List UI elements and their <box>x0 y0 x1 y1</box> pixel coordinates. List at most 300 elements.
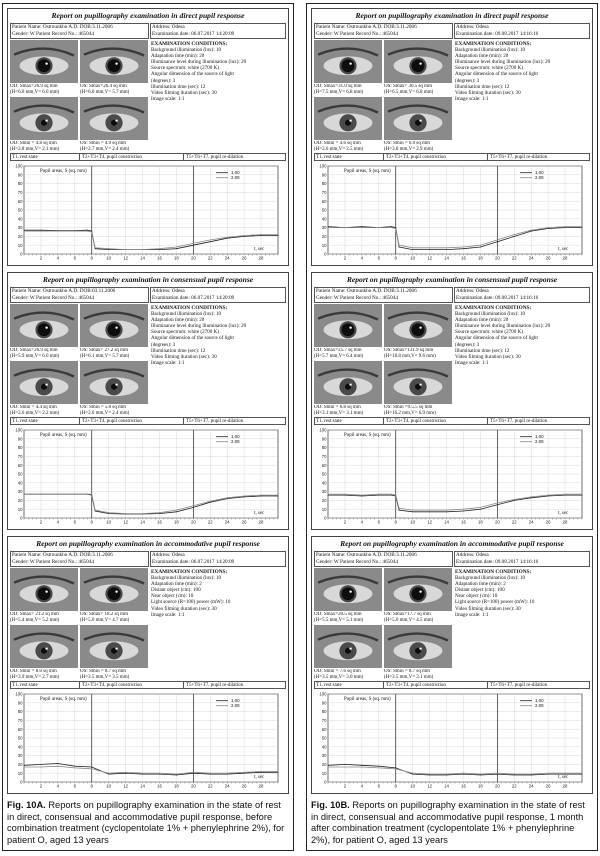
patient-info <box>10 551 149 567</box>
eye-image <box>80 40 148 83</box>
data-point <box>227 498 228 499</box>
legend-entry: 2.08 <box>231 439 240 444</box>
data-point <box>361 767 362 768</box>
data-point <box>565 773 566 774</box>
x-tick-label: 22 <box>207 519 213 525</box>
chart-y-label: Pupil areas, S (sq. mm) <box>40 697 87 702</box>
legend-entry: 2.08 <box>231 703 240 708</box>
condition-line: Angular dimension of the source of light <box>151 335 234 342</box>
data-point <box>244 772 245 773</box>
data-point <box>91 768 92 769</box>
exam-date: Examination date: 06.07.2017 14:20:09 <box>152 295 235 301</box>
measurement-dimensions: (H=5.7 mm,V= 6.4 mm) <box>314 353 364 359</box>
x-tick-label: 22 <box>511 783 517 789</box>
measurement-value: OS: Smax= 18.2 sq mm <box>80 612 128 617</box>
y-tick-label: 0 <box>20 779 23 785</box>
y-tick-label: 60 <box>17 726 23 732</box>
pupil-measurement <box>10 405 59 416</box>
data-point <box>261 235 262 236</box>
measurement-dimensions: (H=5.0 mm,V= 4.5 mm) <box>384 617 434 623</box>
eye-image <box>384 625 452 668</box>
x-tick-label: 6 <box>377 783 380 789</box>
data-point <box>91 767 92 768</box>
y-tick-label: 10 <box>17 770 23 776</box>
measurement-value: OD: Smin = 6.8 sq mm <box>314 405 361 410</box>
data-point <box>95 510 96 511</box>
y-tick-label: 100 <box>319 691 327 697</box>
y-tick-label: 30 <box>17 753 23 759</box>
data-point <box>142 773 143 774</box>
eye-image <box>314 304 382 347</box>
data-point <box>497 773 498 774</box>
measurement-dimensions: (H=3.5 mm,V= 3.1 mm) <box>384 674 434 680</box>
examination-conditions <box>455 41 590 102</box>
chart-y-label: Pupil areas, S (sq. mm) <box>344 697 391 702</box>
condition-line: Illumination time (sec): 12 <box>455 83 510 90</box>
eye-image <box>10 361 78 404</box>
x-tick-label: 10 <box>410 255 416 261</box>
x-tick-label: 8 <box>90 255 93 261</box>
data-point <box>565 494 566 495</box>
exam-date: Examination date: 06.07.2017 14:20:09 <box>152 31 235 37</box>
data-point <box>227 497 228 498</box>
patient-info <box>314 23 453 39</box>
x-tick-label: 28 <box>562 783 568 789</box>
data-point <box>261 496 262 497</box>
legend-entry: 2.08 <box>535 439 544 444</box>
condition-line: Background illumination (lux): 10 <box>151 311 222 318</box>
pupillography-report <box>7 8 289 266</box>
data-point <box>514 774 515 775</box>
caption-label: Fig. 10A. <box>7 800 46 811</box>
patient-info <box>10 287 149 303</box>
data-point <box>446 511 447 512</box>
legend-entry: 1.00 <box>231 698 240 703</box>
y-tick-label: 60 <box>17 462 23 468</box>
data-point <box>378 495 379 496</box>
condition-line: Video filming duration (sec): 30 <box>455 89 521 96</box>
data-point <box>176 246 177 247</box>
eye-image <box>314 568 382 611</box>
x-tick-label: 6 <box>73 783 76 789</box>
x-tick-label: 22 <box>511 519 517 525</box>
eye-image <box>384 361 452 404</box>
x-tick-label: 22 <box>207 255 213 261</box>
measurement-value: OD: Smin = 4.4 sq mm <box>10 405 57 410</box>
condition-line: Image scale: 1:1 <box>151 611 185 618</box>
phase-bar <box>314 681 590 689</box>
data-point <box>548 496 549 497</box>
y-tick-label: 70 <box>321 190 327 195</box>
condition-line: EXAMINATION CONDITIONS: <box>151 41 228 47</box>
data-point <box>108 512 109 513</box>
data-point <box>429 511 430 512</box>
y-tick-label: 30 <box>321 753 327 759</box>
x-tick-label: 12 <box>427 255 432 261</box>
measurement-dimensions: (H=2.6 mm,V= 2.4 mm) <box>80 410 130 416</box>
x-tick-label: 22 <box>511 255 517 261</box>
condition-line: Adaptation time (min): 2 <box>455 581 506 588</box>
y-tick-label: 30 <box>321 225 327 231</box>
data-point <box>210 241 211 242</box>
data-point <box>125 773 126 774</box>
y-tick-label: 0 <box>324 251 327 257</box>
y-tick-label: 70 <box>17 190 23 195</box>
caption-text: Reports on pupillography examination in the state of rest in direct, consensual and accommodative pupil response, 1 month after combination treatment (cyclopentolate 1% + phenylephrine 2%), for patient O, aged 13 years <box>311 800 585 845</box>
measurement-value: OS: Smin = 8.7 sq mm <box>80 669 126 674</box>
patient-info <box>10 23 149 39</box>
y-tick-label: 40 <box>17 744 23 750</box>
data-point <box>74 767 75 768</box>
data-point <box>463 773 464 774</box>
data-point <box>412 774 413 775</box>
data-point <box>565 226 566 227</box>
condition-line: Video filming duration (sec): 30 <box>151 89 217 96</box>
eye-image <box>314 361 382 404</box>
data-point <box>446 510 447 511</box>
patient-name: Patient Name: Ostrounkho A.D. DOB:3.11.2006 <box>316 288 417 294</box>
data-point <box>344 764 345 765</box>
legend-entry: 2.08 <box>231 175 240 180</box>
eye-image <box>384 40 452 83</box>
data-point <box>531 230 532 231</box>
x-tick-label: 26 <box>241 255 247 261</box>
measurement-dimensions: (H=5.9 mm,V= 6.0 mm) <box>10 353 60 359</box>
data-point <box>210 773 211 774</box>
measurement-dimensions: (H=16.2 mm,V= 6.9 mm) <box>384 410 436 416</box>
data-point <box>548 773 549 774</box>
data-point <box>108 249 109 250</box>
y-tick-label: 60 <box>321 726 327 732</box>
y-tick-label: 70 <box>321 718 327 723</box>
x-tick-label: 12 <box>123 519 128 525</box>
data-point <box>446 774 447 775</box>
data-point <box>278 496 279 497</box>
y-tick-label: 80 <box>321 709 327 715</box>
pupil-area-chart <box>10 426 286 533</box>
pupillography-report <box>311 8 593 266</box>
data-point <box>344 495 345 496</box>
examination-conditions <box>455 305 590 366</box>
pupil-measurement <box>80 405 129 416</box>
pupil-measurement <box>314 612 363 623</box>
data-point <box>24 231 25 232</box>
x-tick-label: 16 <box>461 783 466 789</box>
data-point <box>361 226 362 227</box>
condition-line: Video filming duration (sec): 30 <box>151 605 217 612</box>
data-point <box>142 513 143 514</box>
data-point <box>91 494 92 495</box>
address: Address: Odesa <box>456 24 489 30</box>
data-point <box>548 228 549 229</box>
data-point <box>176 774 177 775</box>
data-point <box>244 496 245 497</box>
data-point <box>463 509 464 510</box>
x-tick-label: 8 <box>394 783 397 789</box>
data-point <box>395 767 396 768</box>
phase-rest: T1. rest state <box>316 419 342 424</box>
x-tick-label: 6 <box>377 255 380 261</box>
x-tick-label: 10 <box>410 519 416 525</box>
data-point <box>261 234 262 235</box>
pupil-area-chart <box>314 162 590 269</box>
data-point <box>582 226 583 227</box>
condition-line: EXAMINATION CONDITIONS: <box>455 305 532 311</box>
measurement-dimensions: (H=6.0 mm,V= 6.0 mm) <box>10 89 60 95</box>
data-point <box>378 766 379 767</box>
pupil-measurement <box>10 612 59 623</box>
chart-y-label: Pupil areas, S (sq. mm) <box>344 433 391 438</box>
data-point <box>193 243 194 244</box>
condition-line: (degrees): 3 <box>455 77 480 84</box>
phase-rest: T1. rest state <box>12 683 38 688</box>
y-tick-label: 30 <box>321 489 327 495</box>
condition-line: Image scale: 1:1 <box>455 359 489 366</box>
measurement-value: OD: Smin = 4.8 sq mm <box>10 141 57 146</box>
x-tick-label: 10 <box>410 783 416 789</box>
x-tick-label: 20 <box>190 255 196 261</box>
x-tick-label: 24 <box>528 255 534 261</box>
condition-line: Adaptation time (min): 20 <box>151 317 205 324</box>
condition-line: Adaptation time (min): 2 <box>151 581 202 588</box>
pupillography-report <box>311 272 593 530</box>
x-tick-label: 20 <box>494 519 500 525</box>
data-point <box>57 494 58 495</box>
chart-x-label: t, sec <box>254 511 265 516</box>
eye-image <box>384 568 452 611</box>
eye-image <box>80 361 148 404</box>
address: Address: Odesa <box>456 288 489 294</box>
data-point <box>412 510 413 511</box>
x-tick-label: 10 <box>106 255 112 261</box>
x-tick-label: 18 <box>478 519 483 525</box>
caption-label: Fig. 10B. <box>311 800 350 811</box>
condition-line: Adaptation time (min): 20 <box>455 317 509 324</box>
data-point <box>87 231 88 232</box>
data-point <box>244 236 245 237</box>
data-point <box>210 501 211 502</box>
caption-text: Reports on pupillography examination in the state of rest in direct, consensual and accommodative pupil response, before combination treatment (cyclopentolate 1% + phenylephrine 2%), for patient O, aged 13 years <box>7 800 285 845</box>
chart-x-label: t, sec <box>558 511 569 516</box>
pupil-measurement <box>384 405 436 416</box>
y-tick-label: 10 <box>321 770 327 776</box>
measurement-value: OD: Smax=26.9 sq mm <box>10 348 58 353</box>
measurement-dimensions: (H=2.6 mm,V= 2.2 mm) <box>10 410 60 416</box>
x-tick-label: 16 <box>157 255 162 261</box>
pupil-measurement <box>384 141 433 152</box>
data-point <box>227 237 228 238</box>
data-point <box>261 772 262 773</box>
patient-name: Patient Name: Ostrounkho A.D. DOB:3.11.2006 <box>316 24 417 30</box>
x-tick-label: 14 <box>140 255 145 261</box>
x-tick-label: 24 <box>224 255 230 261</box>
condition-line: (degrees): 3 <box>151 341 176 348</box>
data-point <box>361 496 362 497</box>
data-point <box>429 249 430 250</box>
pupillography-report <box>7 536 289 794</box>
data-point <box>108 773 109 774</box>
pupil-area-chart <box>10 162 286 269</box>
condition-line: Image scale: 1:1 <box>151 95 185 102</box>
x-tick-label: 28 <box>258 255 264 261</box>
measurement-value: OS: Smax=26.4 sq mm <box>80 84 127 89</box>
x-tick-label: 18 <box>478 783 483 789</box>
condition-line: EXAMINATION CONDITIONS: <box>151 569 228 575</box>
chart-y-label: Pupil areas, S (sq. mm) <box>344 169 391 174</box>
phase-redilation: T5+T6+T7. pupil re-dilation <box>183 418 288 425</box>
y-tick-label: 80 <box>17 181 23 187</box>
measurement-dimensions: (H=3.9 mm,V= 2.7 mm) <box>10 674 60 680</box>
y-tick-label: 90 <box>17 172 23 178</box>
measurement-value: OD: Smax=25.7 sq mm <box>314 348 362 353</box>
measurement-value: OS: Smin = 4.9 sq mm <box>80 141 126 146</box>
condition-line: Distant object (cm): 100 <box>455 587 505 594</box>
data-point <box>278 772 279 773</box>
eye-image <box>10 568 78 611</box>
data-point <box>125 249 126 250</box>
legend-entry: 1.00 <box>535 698 544 703</box>
measurement-dimensions: (H=6.1 mm,V= 5.7 mm) <box>80 353 130 359</box>
data-point <box>446 249 447 250</box>
condition-line: Background illumination (lux): 10 <box>455 311 526 318</box>
eye-image <box>314 625 382 668</box>
pupil-measurement <box>10 348 59 359</box>
measurement-value: OS: Smax=131.9 sq mm <box>384 348 434 353</box>
phase-bar <box>314 153 590 161</box>
data-point <box>95 248 96 249</box>
pupil-measurement <box>10 84 59 95</box>
pupillography-report <box>311 536 593 794</box>
legend-entry: 1.00 <box>535 170 544 175</box>
data-point <box>328 226 329 227</box>
data-point <box>108 248 109 249</box>
figure-caption <box>311 800 593 846</box>
data-point <box>193 505 194 506</box>
data-point <box>514 499 515 500</box>
address: Address: Odesa <box>152 552 185 558</box>
phase-constriction: T2+T3+T4. pupil constriction <box>383 682 489 689</box>
y-tick-label: 70 <box>17 454 23 459</box>
data-point <box>344 767 345 768</box>
x-tick-label: 20 <box>494 783 500 789</box>
data-point <box>446 774 447 775</box>
y-tick-label: 60 <box>321 198 327 204</box>
condition-line: Adaptation time (min): 20 <box>151 53 205 60</box>
phase-rest: T1. rest state <box>12 419 38 424</box>
measurement-value: OD: Smin = 8.0 sq mm <box>10 669 57 674</box>
phase-bar <box>10 417 286 425</box>
x-tick-label: 16 <box>157 519 162 525</box>
data-point <box>582 495 583 496</box>
legend-entry: 1.00 <box>535 434 544 439</box>
data-point <box>40 767 41 768</box>
measurement-dimensions: (H=6.5 mm,V= 6.8 mm) <box>384 89 434 95</box>
data-point <box>278 234 279 235</box>
condition-line: Illumination time (sec): 12 <box>151 347 206 354</box>
data-point <box>193 245 194 246</box>
x-tick-label: 4 <box>56 783 60 789</box>
y-tick-label: 30 <box>17 225 23 231</box>
data-point <box>176 510 177 511</box>
condition-line: Video filming duration (sec): 30 <box>151 353 217 360</box>
data-point <box>24 230 25 231</box>
condition-line: (degrees): 3 <box>455 341 480 348</box>
patient-name: Patient Name: Ostrounkho A.D. DOB:3.11.2006 <box>12 24 113 30</box>
data-point <box>87 230 88 231</box>
data-point <box>210 239 211 240</box>
chart-y-label: Pupil areas, S (sq. mm) <box>40 169 87 174</box>
data-point <box>463 246 464 247</box>
pupil-measurement <box>10 141 59 152</box>
data-point <box>210 774 211 775</box>
data-point <box>227 774 228 775</box>
x-tick-label: 20 <box>190 519 196 525</box>
report-title: Report on pupillography examination in consensual pupil response <box>42 275 254 284</box>
eye-image <box>80 568 148 611</box>
data-point <box>176 511 177 512</box>
condition-line: Source spectrum: white (2700 K) <box>455 329 523 336</box>
x-tick-label: 6 <box>73 255 76 261</box>
x-tick-label: 12 <box>123 783 128 789</box>
condition-line: Illuminance level during illumination (lux): 20 <box>151 323 247 330</box>
x-tick-label: 2 <box>343 519 347 525</box>
data-point <box>40 231 41 232</box>
eye-image <box>10 97 78 140</box>
x-tick-label: 18 <box>478 255 483 261</box>
x-tick-label: 14 <box>444 783 449 789</box>
y-tick-label: 90 <box>321 700 327 706</box>
data-point <box>159 248 160 249</box>
condition-line: Angular dimension of the source of light <box>151 71 234 78</box>
data-point <box>159 773 160 774</box>
eye-image <box>10 625 78 668</box>
x-tick-label: 28 <box>562 519 568 525</box>
chart-x-label: t, sec <box>558 775 569 780</box>
y-tick-label: 100 <box>15 427 23 433</box>
y-tick-label: 90 <box>321 436 327 442</box>
pupil-area-chart <box>314 690 590 797</box>
x-tick-label: 4 <box>360 255 364 261</box>
measurement-value: OS: Smax=17.7 sq mm <box>384 612 431 617</box>
data-point <box>497 504 498 505</box>
x-tick-label: 4 <box>56 519 60 525</box>
condition-line: Light source (R=100) power (mW): 10 <box>455 599 535 606</box>
figure-caption <box>7 800 289 846</box>
data-point <box>328 494 329 495</box>
data-point <box>531 231 532 232</box>
x-tick-label: 2 <box>39 783 43 789</box>
condition-line: Source spectrum: white (2700 K) <box>455 65 523 72</box>
pupil-measurement <box>384 669 433 680</box>
x-tick-label: 22 <box>207 783 213 789</box>
pupil-measurement <box>80 669 129 680</box>
address-info <box>150 23 286 39</box>
data-point <box>278 235 279 236</box>
data-point <box>391 226 392 227</box>
data-point <box>480 507 481 508</box>
eye-image <box>314 40 382 83</box>
data-point <box>159 512 160 513</box>
data-point <box>399 510 400 511</box>
patient-gender-record: Gender: W Patient Record No.: 465044 <box>12 295 94 301</box>
data-point <box>176 774 177 775</box>
y-tick-label: 20 <box>321 234 327 239</box>
measurement-dimensions: (H=5.4 mm,V= 5.2 mm) <box>10 617 60 623</box>
measurement-dimensions: (H=5.0 mm,V= 4.7 mm) <box>80 617 130 623</box>
condition-line: Angular dimension of the source of light <box>455 71 538 78</box>
x-tick-label: 24 <box>224 783 230 789</box>
data-point <box>142 774 143 775</box>
